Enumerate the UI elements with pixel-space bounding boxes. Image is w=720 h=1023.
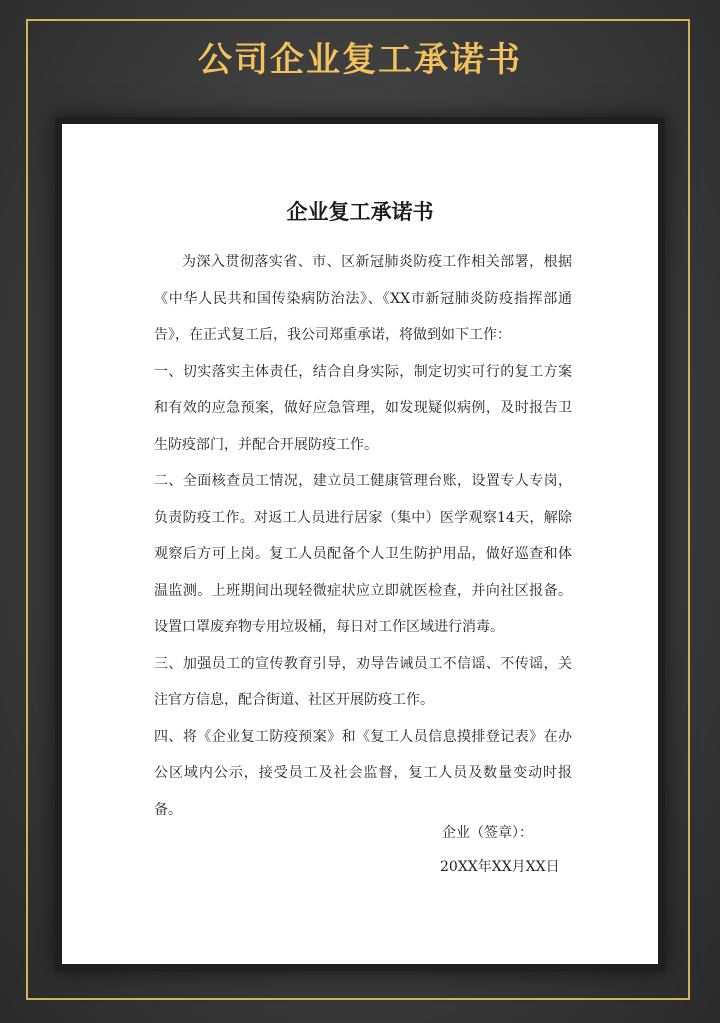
- document-body: [154, 244, 572, 828]
- commitment-item-4: 四、将《企业复工防疫预案》和《复工人员信息摸排登记表》在办公区域内公示，接受员工及社会监督，复工人员及数量变动时报备。: [154, 728, 572, 818]
- signature-block: [440, 816, 560, 884]
- signature-label: 企业（签章）：: [442, 825, 533, 841]
- banner-title: 公司企业复工承诺书: [198, 40, 522, 80]
- document-sheet: [62, 124, 658, 964]
- signature-date: 20XX年XX月XX日: [440, 859, 560, 875]
- intro-paragraph: 为深入贯彻落实省、市、区新冠肺炎防疫工作相关部署，根据《中华人民共和国传染病防治法》、《XX市新冠肺炎防疫指挥部通告》，在正式复工后，我公司郑重承诺，将做到如下工作：: [154, 254, 572, 343]
- commitment-item-1: 一、切实落实主体责任，结合自身实际，制定切实可行的复工方案和有效的应急预案，做好应急管理，如发现疑似病例，及时报告卫生防疫部门，并配合开展防疫工作。: [154, 363, 572, 453]
- commitment-item-3: 三、加强员工的宣传教育引导，劝导告诫员工不信谣、不传谣，关注官方信息，配合街道、社区开展防疫工作。: [154, 655, 572, 708]
- document-title: 企业复工承诺书: [286, 200, 434, 224]
- commitment-item-2: 二、全面核查员工情况，建立员工健康管理台账，设置专人专岗，负责防疫工作。对返工人员进行居家（集中）医学观察14天，解除观察后方可上岗。复工人员配备个人卫生防护用品，做好巡查和体温监测。上班期间出现轻微症状应立即就医检查，并向社区报备。设置口罩废弃物专用垃圾桶，每日对工作区域进行消毒。: [154, 473, 572, 635]
